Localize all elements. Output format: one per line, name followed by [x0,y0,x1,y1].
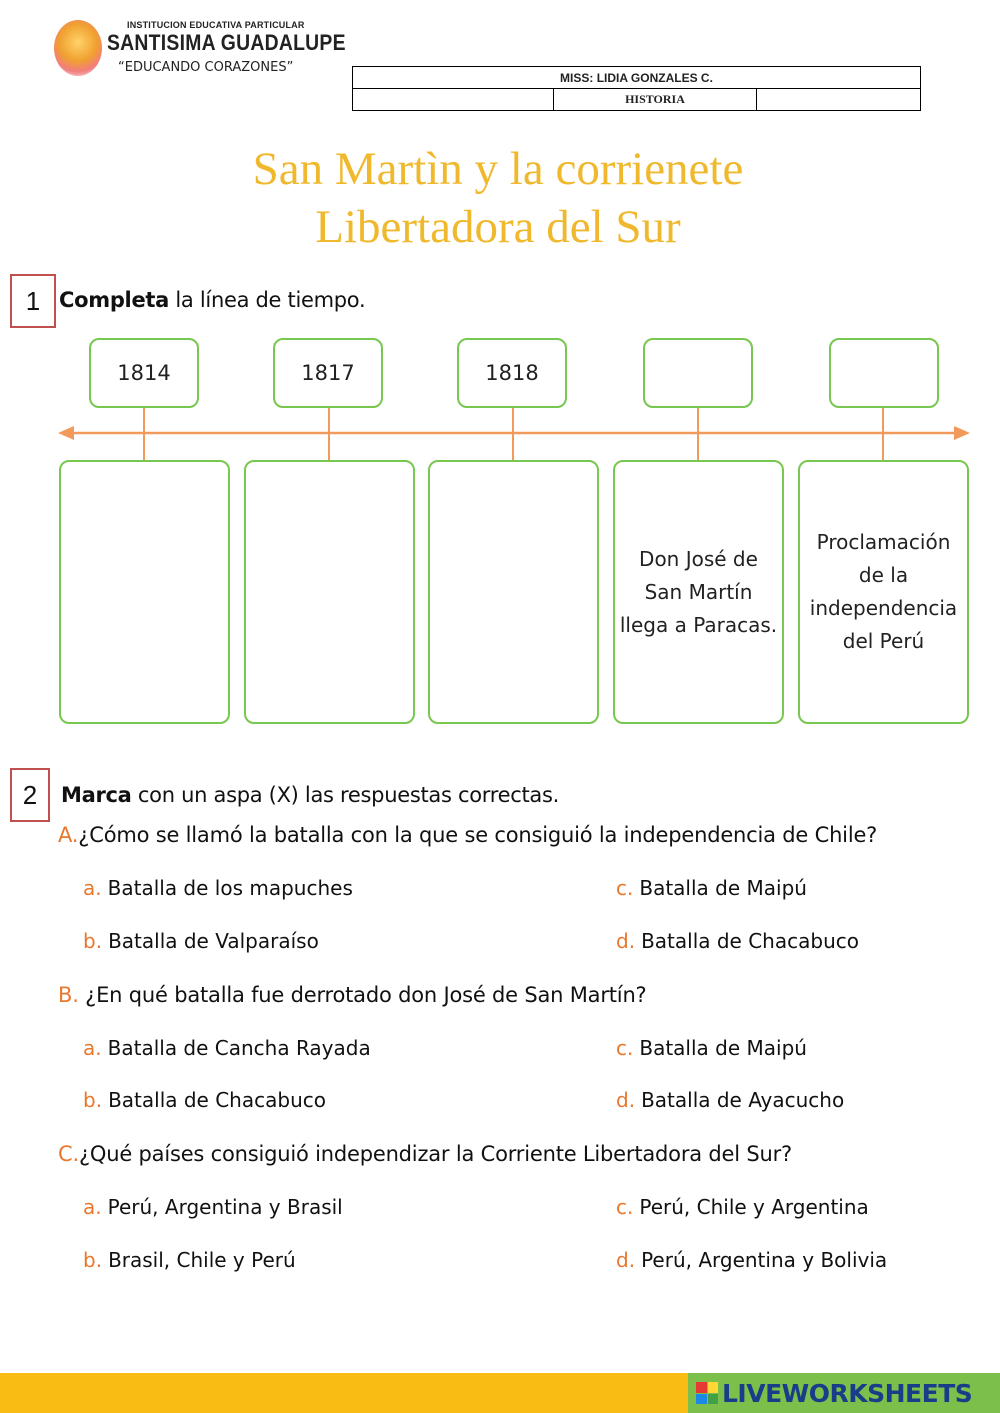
teacher-name: MISS: LIDIA GONZALES C. [353,67,921,89]
option-text: Perú, Argentina y Bolivia [641,1248,888,1272]
section-number-2: 2 [10,768,50,822]
option-c-b[interactable] [83,1248,296,1272]
option-a-b[interactable] [83,929,319,953]
question-letter: A. [58,823,79,847]
option-letter: b. [83,1088,103,1112]
option-text: Batalla de Chacabuco [641,929,859,953]
year-box-4[interactable] [643,338,753,408]
event-box-3[interactable] [428,460,599,724]
section2-instruction [61,783,559,807]
question-letter: C. [58,1142,79,1166]
question-b [58,983,647,1007]
option-a-a[interactable] [83,876,353,900]
year-box-1: 1814 [89,338,199,408]
option-letter: a. [83,1036,102,1060]
section1-instruction [59,288,365,312]
option-text: Batalla de Valparaíso [108,929,319,953]
option-c-d[interactable] [616,1248,887,1272]
option-text: Batalla de Chacabuco [108,1088,326,1112]
school-name: SANTISIMA GUADALUPE [107,30,346,55]
question-a [58,823,877,847]
option-b-c[interactable] [616,1036,807,1060]
option-text: Batalla de Ayacucho [641,1088,845,1112]
instruction-rest: con un aspa (X) las respuestas correctas. [131,783,560,807]
title-line-2: Libertadora del Sur [315,201,681,253]
timeline-connector [328,408,330,460]
event-box-5: Proclamación de la independencia del Perú [798,460,969,724]
liveworksheets-logo-icon [696,1382,718,1404]
instruction-bold: Marca [61,783,132,807]
instruction-bold: Completa [59,288,170,312]
option-b-a[interactable] [83,1036,371,1060]
event-box-1[interactable] [59,460,230,724]
subject-name: HISTORIA [554,89,757,111]
header-table [352,66,921,111]
section-number-1: 1 [10,274,56,328]
year-box-2: 1817 [273,338,383,408]
school-logo [54,20,102,76]
timeline-arrowhead-right [954,426,970,440]
header-empty-cell [353,89,554,111]
event-box-2[interactable] [244,460,415,724]
school-label: INSTITUCION EDUCATIVA PARTICULAR [127,20,305,30]
option-letter: d. [616,1248,636,1272]
option-b-d[interactable] [616,1088,844,1112]
year-box-3: 1818 [457,338,567,408]
timeline-connector [882,408,884,460]
worksheet-title [0,140,996,256]
option-letter: a. [83,1195,102,1219]
option-text: Perú, Argentina y Brasil [107,1195,343,1219]
timeline-connector [512,408,514,460]
question-text: ¿En qué batalla fue derrotado don José de San Martín? [78,983,647,1007]
timeline [0,330,1000,730]
option-c-a[interactable] [83,1195,343,1219]
option-letter: d. [616,1088,636,1112]
option-text: Batalla de Maipú [639,1036,807,1060]
option-text: Brasil, Chile y Perú [108,1248,296,1272]
option-letter: d. [616,929,636,953]
school-motto: “EDUCANDO CORAZONES” [118,60,294,75]
question-text: ¿Qué países consiguió independizar la Corriente Libertadora del Sur? [78,1142,792,1166]
option-text: Perú, Chile y Argentina [639,1195,869,1219]
timeline-connector [143,408,145,460]
option-a-c[interactable] [616,876,807,900]
option-letter: b. [83,929,103,953]
brand-name: LIVEWORKSHEETS [722,1378,973,1408]
option-letter: c. [616,876,634,900]
header-empty-cell [757,89,921,111]
question-text: ¿Cómo se llamó la batalla con la que se consiguió la independencia de Chile? [78,823,878,847]
option-text: Batalla de los mapuches [107,876,353,900]
footer-brand[interactable] [688,1373,1000,1413]
question-c [58,1142,792,1166]
option-letter: c. [616,1036,634,1060]
year-box-5[interactable] [829,338,939,408]
option-a-d[interactable] [616,929,859,953]
instruction-rest: la línea de tiempo. [169,288,366,312]
timeline-arrowhead-left [58,426,74,440]
event-box-4: Don José de San Martín llega a Paracas. [613,460,784,724]
option-text: Batalla de Maipú [639,876,807,900]
title-line-1: San Martìn y la corrienete [252,143,744,195]
option-letter: b. [83,1248,103,1272]
option-letter: a. [83,876,102,900]
option-b-b[interactable] [83,1088,326,1112]
option-text: Batalla de Cancha Rayada [107,1036,371,1060]
timeline-connector [697,408,699,460]
option-c-c[interactable] [616,1195,869,1219]
option-letter: c. [616,1195,634,1219]
question-letter: B. [58,983,79,1007]
